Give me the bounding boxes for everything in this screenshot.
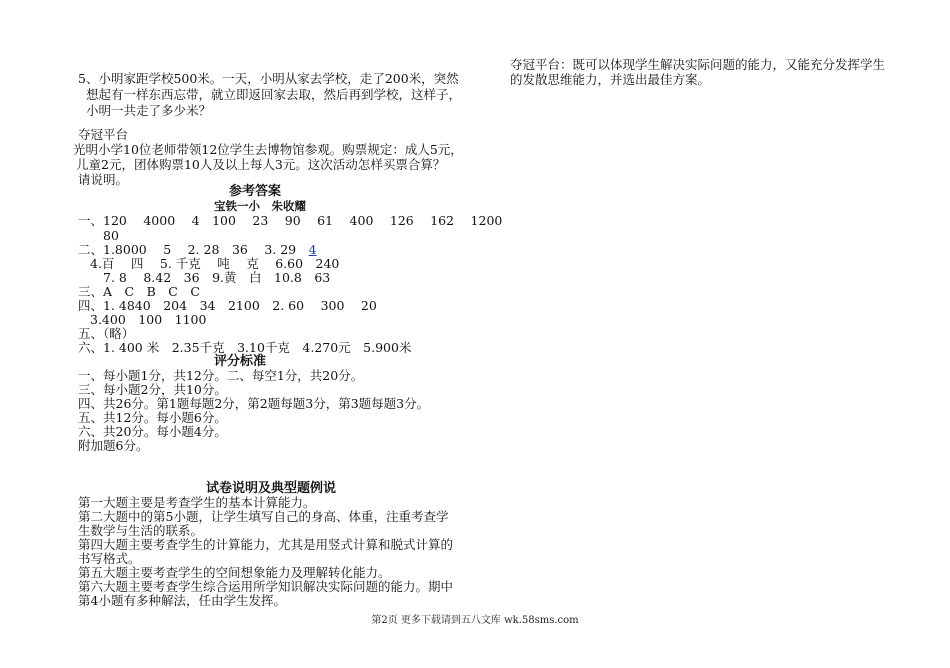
notes-line-1: 第一大题主要是考查学生的基本计算能力。: [78, 495, 316, 510]
scoring-line-5: 六、共20分。每小题4分。: [78, 424, 227, 439]
question-5-line-1: 5、小明家距学校500米。一天，小明从家去学校，走了200米，突然: [78, 71, 459, 86]
notes-line-3: 生数学与生活的联系。: [78, 523, 204, 538]
bonus-title: 夺冠平台: [78, 127, 129, 142]
answer-1: 一、120 4000 4 100 23 90 61 400 126 162 1200: [78, 213, 503, 228]
question-5-line-3: 小明一共走了多少米？: [86, 103, 212, 118]
scoring-line-3: 四、共26分。第1题每题2分，第2题每题3分，第3题每题3分。: [78, 396, 430, 411]
scoring-line-2: 三、每小题2分，共10分。: [78, 382, 227, 397]
page-footer: 第2页 更多下载请到五八文库 wk.58sms.com: [371, 615, 579, 626]
answer-5: 五、（略）: [78, 326, 135, 341]
notes-line-8: 第4小题有多种解法，任由学生发挥。: [78, 593, 286, 608]
notes-line-5: 书写格式。: [78, 551, 141, 566]
notes-line-2: 第二大题中的第5小题，让学生填写自己的身高、体重，注重考查学: [78, 509, 449, 524]
scoring-title: 评分标准: [214, 354, 267, 369]
answers-author: 宝铁一小 朱收耀: [214, 199, 306, 213]
answer-6: 六、1. 400 米 2.35千克 3.10千克 4.270元 5.900米: [78, 340, 412, 355]
answer-4: 四、1. 4840 204 34 2100 2. 60 300 20: [78, 298, 377, 313]
scoring-line-6: 附加题6分。: [78, 438, 149, 453]
question-5-line-2: 想起有一样东西忘带，就立即返回家去取，然后再到学校，这样子，: [86, 87, 462, 102]
bonus-line-1: 光明小学10位老师带领12位学生去博物馆参观。购票规定：成人5元，: [73, 142, 463, 157]
answer-2-link[interactable]: 4: [308, 242, 317, 257]
bonus-line-2: 儿童2元，团体购票10人及以上每人3元。这次活动怎样买票合算？: [76, 157, 446, 172]
answer-2: [78, 242, 317, 257]
right-line-2: 的发散思维能力，并选出最佳方案。: [510, 72, 711, 87]
answer-4-line-2: 3.400 100 1100: [90, 312, 207, 327]
answer-2-line-2: 4.百 四 5. 千克 吨 克 6.60 240: [90, 256, 340, 271]
scoring-line-1: 一、每小题1分，共12分。二、每空1分，共20分。: [78, 368, 364, 383]
answer-2-line-3: 7. 8 8.42 36 9.黄 白 10.8 63: [103, 270, 331, 285]
notes-line-6: 第五大题主要考查学生的空间想象能力及理解转化能力。: [78, 565, 391, 580]
answer-1-continued: 80: [103, 228, 119, 243]
answer-2-text: 二、1.8000 5 2. 28 36 3. 29: [78, 242, 309, 257]
right-line-1: 夺冠平台：既可以体现学生解决实际问题的能力，又能充分发挥学生: [510, 57, 886, 72]
answer-3: 三、A C B C C: [78, 284, 200, 299]
bonus-line-3: 请说明。: [78, 172, 129, 187]
notes-line-4: 第四大题主要考查学生的计算能力，尤其是用竖式计算和脱式计算的: [78, 537, 454, 552]
answers-title: 参考答案: [229, 184, 282, 199]
notes-title: 试卷说明及典型题例说: [206, 481, 337, 496]
scoring-line-4: 五、共12分。每小题6分。: [78, 410, 227, 425]
notes-line-7: 第六大题主要考查学生综合运用所学知识解决实际问题的能力。期中: [78, 579, 454, 594]
